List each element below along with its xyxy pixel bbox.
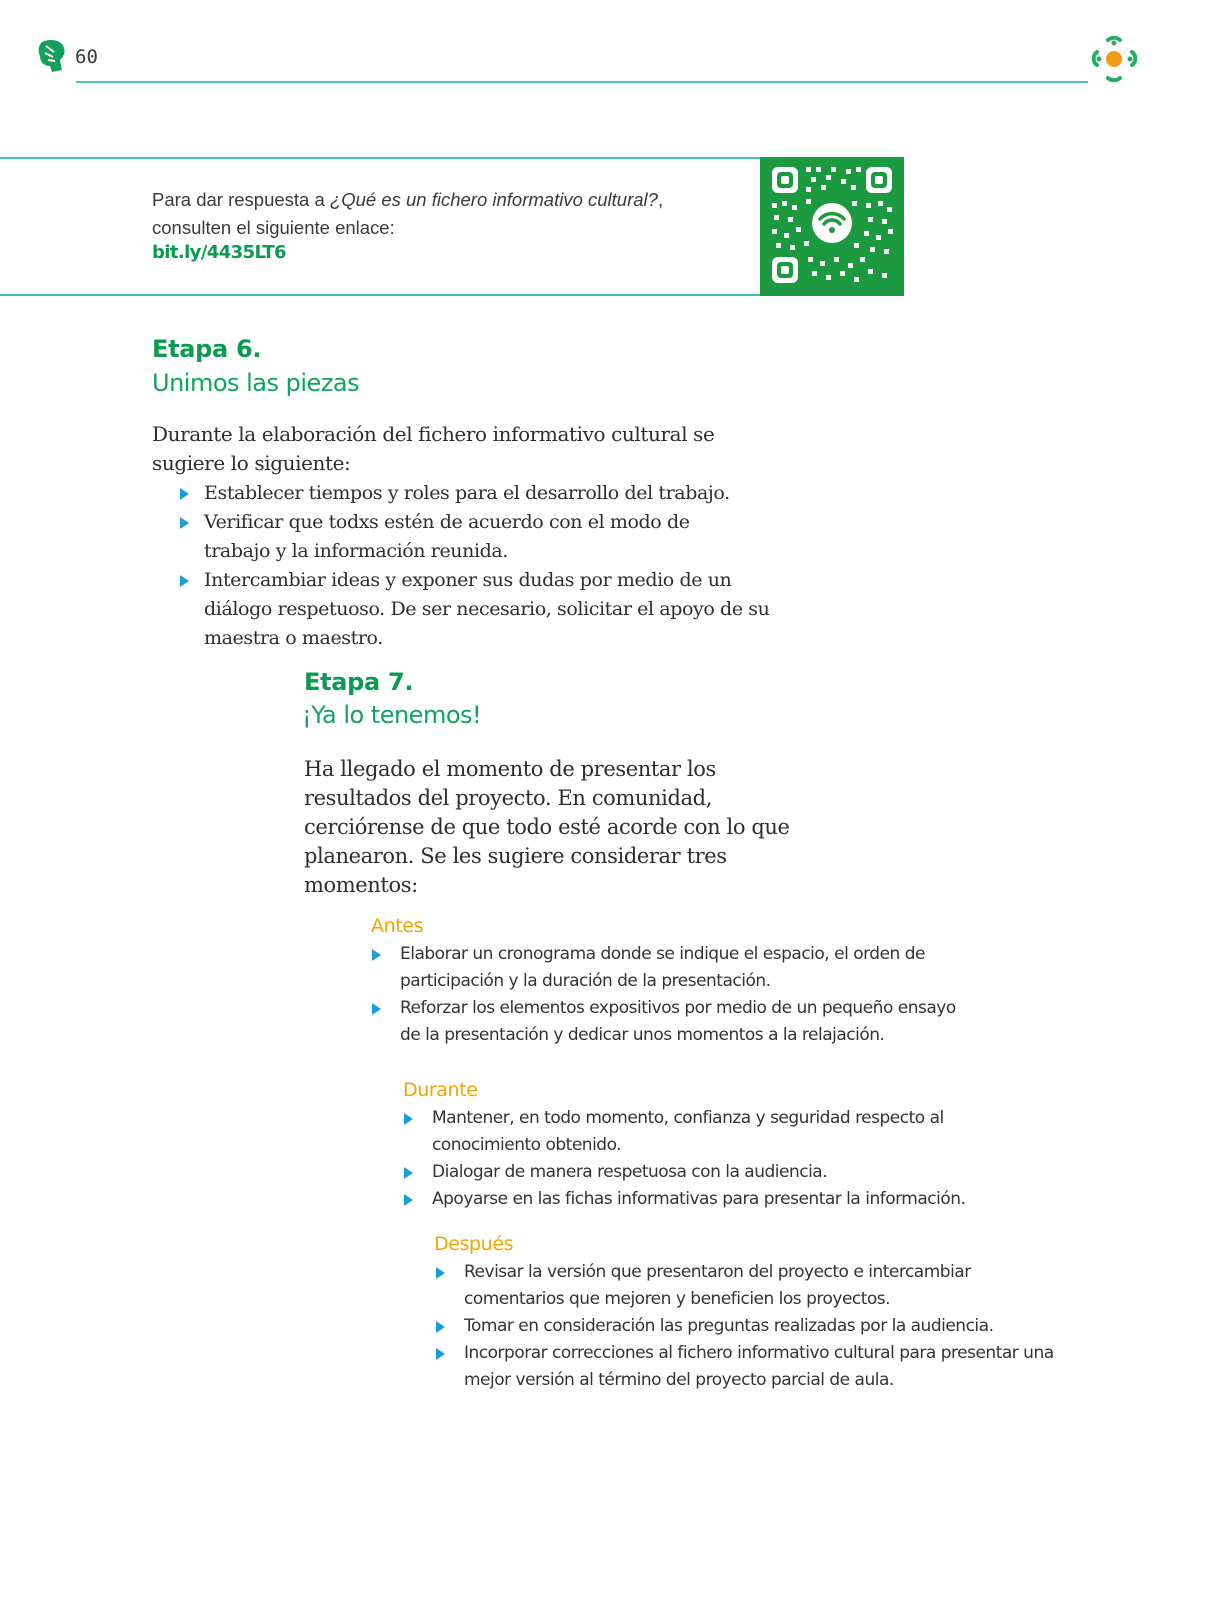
list-item <box>434 1340 1074 1394</box>
bullet-arrow-icon <box>180 575 189 587</box>
etapa-6-intro: Durante la elaboración del fichero informativo cultural se sugiere lo siguiente: <box>152 422 715 475</box>
link-box-text-after: , <box>657 189 664 210</box>
etapa-7-intro: Ha llegado el momento de presentar los resultados del proyecto. En comunidad, cerciórense de que todo esté acorde con lo que planearon. Se les sugiere considerar tres momentos: <box>304 757 790 897</box>
list-item <box>178 566 778 653</box>
list-item <box>402 1159 982 1186</box>
list-item <box>370 995 970 1049</box>
bullet-arrow-icon <box>180 488 189 500</box>
list-item-text: Incorporar correcciones al fichero informativo cultural para presentar una mejor versión al término del proyecto parcial de aula. <box>464 1343 1054 1390</box>
community-circle-icon <box>1088 32 1144 86</box>
list-item-text: Tomar en consideración las preguntas realizadas por la audiencia. <box>464 1316 994 1336</box>
bullet-arrow-icon <box>372 949 381 961</box>
leaf-head-icon <box>36 38 68 74</box>
list-item <box>402 1186 982 1213</box>
link-box-top-rule <box>0 157 760 159</box>
durante-heading: Durante <box>403 1079 478 1101</box>
list-item-text: Elaborar un cronograma donde se indique el espacio, el orden de participación y la duración de la presentación. <box>400 944 925 991</box>
list-item-text: Mantener, en todo momento, confianza y seguridad respecto al conocimiento obtenido. <box>432 1108 944 1155</box>
bullet-arrow-icon <box>404 1167 413 1179</box>
bullet-arrow-icon <box>436 1321 445 1333</box>
etapa-6-list <box>178 479 778 653</box>
antes-heading: Antes <box>371 915 424 937</box>
despues-heading: Después <box>434 1233 514 1255</box>
list-item-text: Revisar la versión que presentaron del proyecto e intercambiar comentarios que mejoren y beneficien los proyectos. <box>464 1262 971 1309</box>
list-item-text: Establecer tiempos y roles para el desarrollo del trabajo. <box>204 482 730 504</box>
bullet-arrow-icon <box>404 1194 413 1206</box>
bullet-arrow-icon <box>404 1113 413 1125</box>
list-item <box>402 1105 952 1159</box>
list-item <box>370 941 970 995</box>
link-box-line2: consulten el siguiente enlace: <box>152 217 395 238</box>
link-box-text <box>152 186 742 242</box>
list-item-text: Verificar que todxs estén de acuerdo con el modo de trabajo y la información reunida. <box>204 511 690 562</box>
link-box-question: ¿Qué es un fichero informativo cultural? <box>329 189 658 210</box>
link-box-text-before: Para dar respuesta a <box>152 189 330 210</box>
bullet-arrow-icon <box>372 1003 381 1015</box>
bullet-arrow-icon <box>436 1267 445 1279</box>
bullet-arrow-icon <box>436 1348 445 1360</box>
bullet-arrow-icon <box>180 517 189 529</box>
list-item <box>178 479 778 508</box>
list-item-text: Apoyarse en las fichas informativas para presentar la información. <box>432 1189 966 1209</box>
page-number: 60 <box>75 46 98 68</box>
etapa-7-title: ¡Ya lo tenemos! <box>302 701 482 729</box>
list-item <box>178 508 744 566</box>
list-item-text: Reforzar los elementos expositivos por medio de un pequeño ensayo de la presentación y dedicar unos momentos a la relajación. <box>400 998 956 1045</box>
list-item <box>434 1259 1074 1313</box>
link-box-bottom-rule <box>0 294 760 296</box>
header-rule <box>76 81 1088 83</box>
etapa-7-number: Etapa 7. <box>304 668 414 696</box>
resource-link[interactable]: bit.ly/4435LT6 <box>152 242 286 263</box>
antes-list <box>370 941 970 1049</box>
list-item-text: Intercambiar ideas y exponer sus dudas por medio de un diálogo respetuoso. De ser necesario, solicitar el apoyo de su maestra o maestro. <box>204 569 770 649</box>
etapa-6-number: Etapa 6. <box>152 335 262 363</box>
etapa-6-title: Unimos las piezas <box>152 369 360 397</box>
list-item-text: Dialogar de manera respetuosa con la audiencia. <box>432 1162 828 1182</box>
qr-code-graphic <box>760 157 904 296</box>
list-item <box>434 1313 1074 1340</box>
qr-code-icon[interactable] <box>760 157 904 296</box>
despues-list <box>434 1259 1074 1394</box>
durante-list <box>402 1105 982 1213</box>
